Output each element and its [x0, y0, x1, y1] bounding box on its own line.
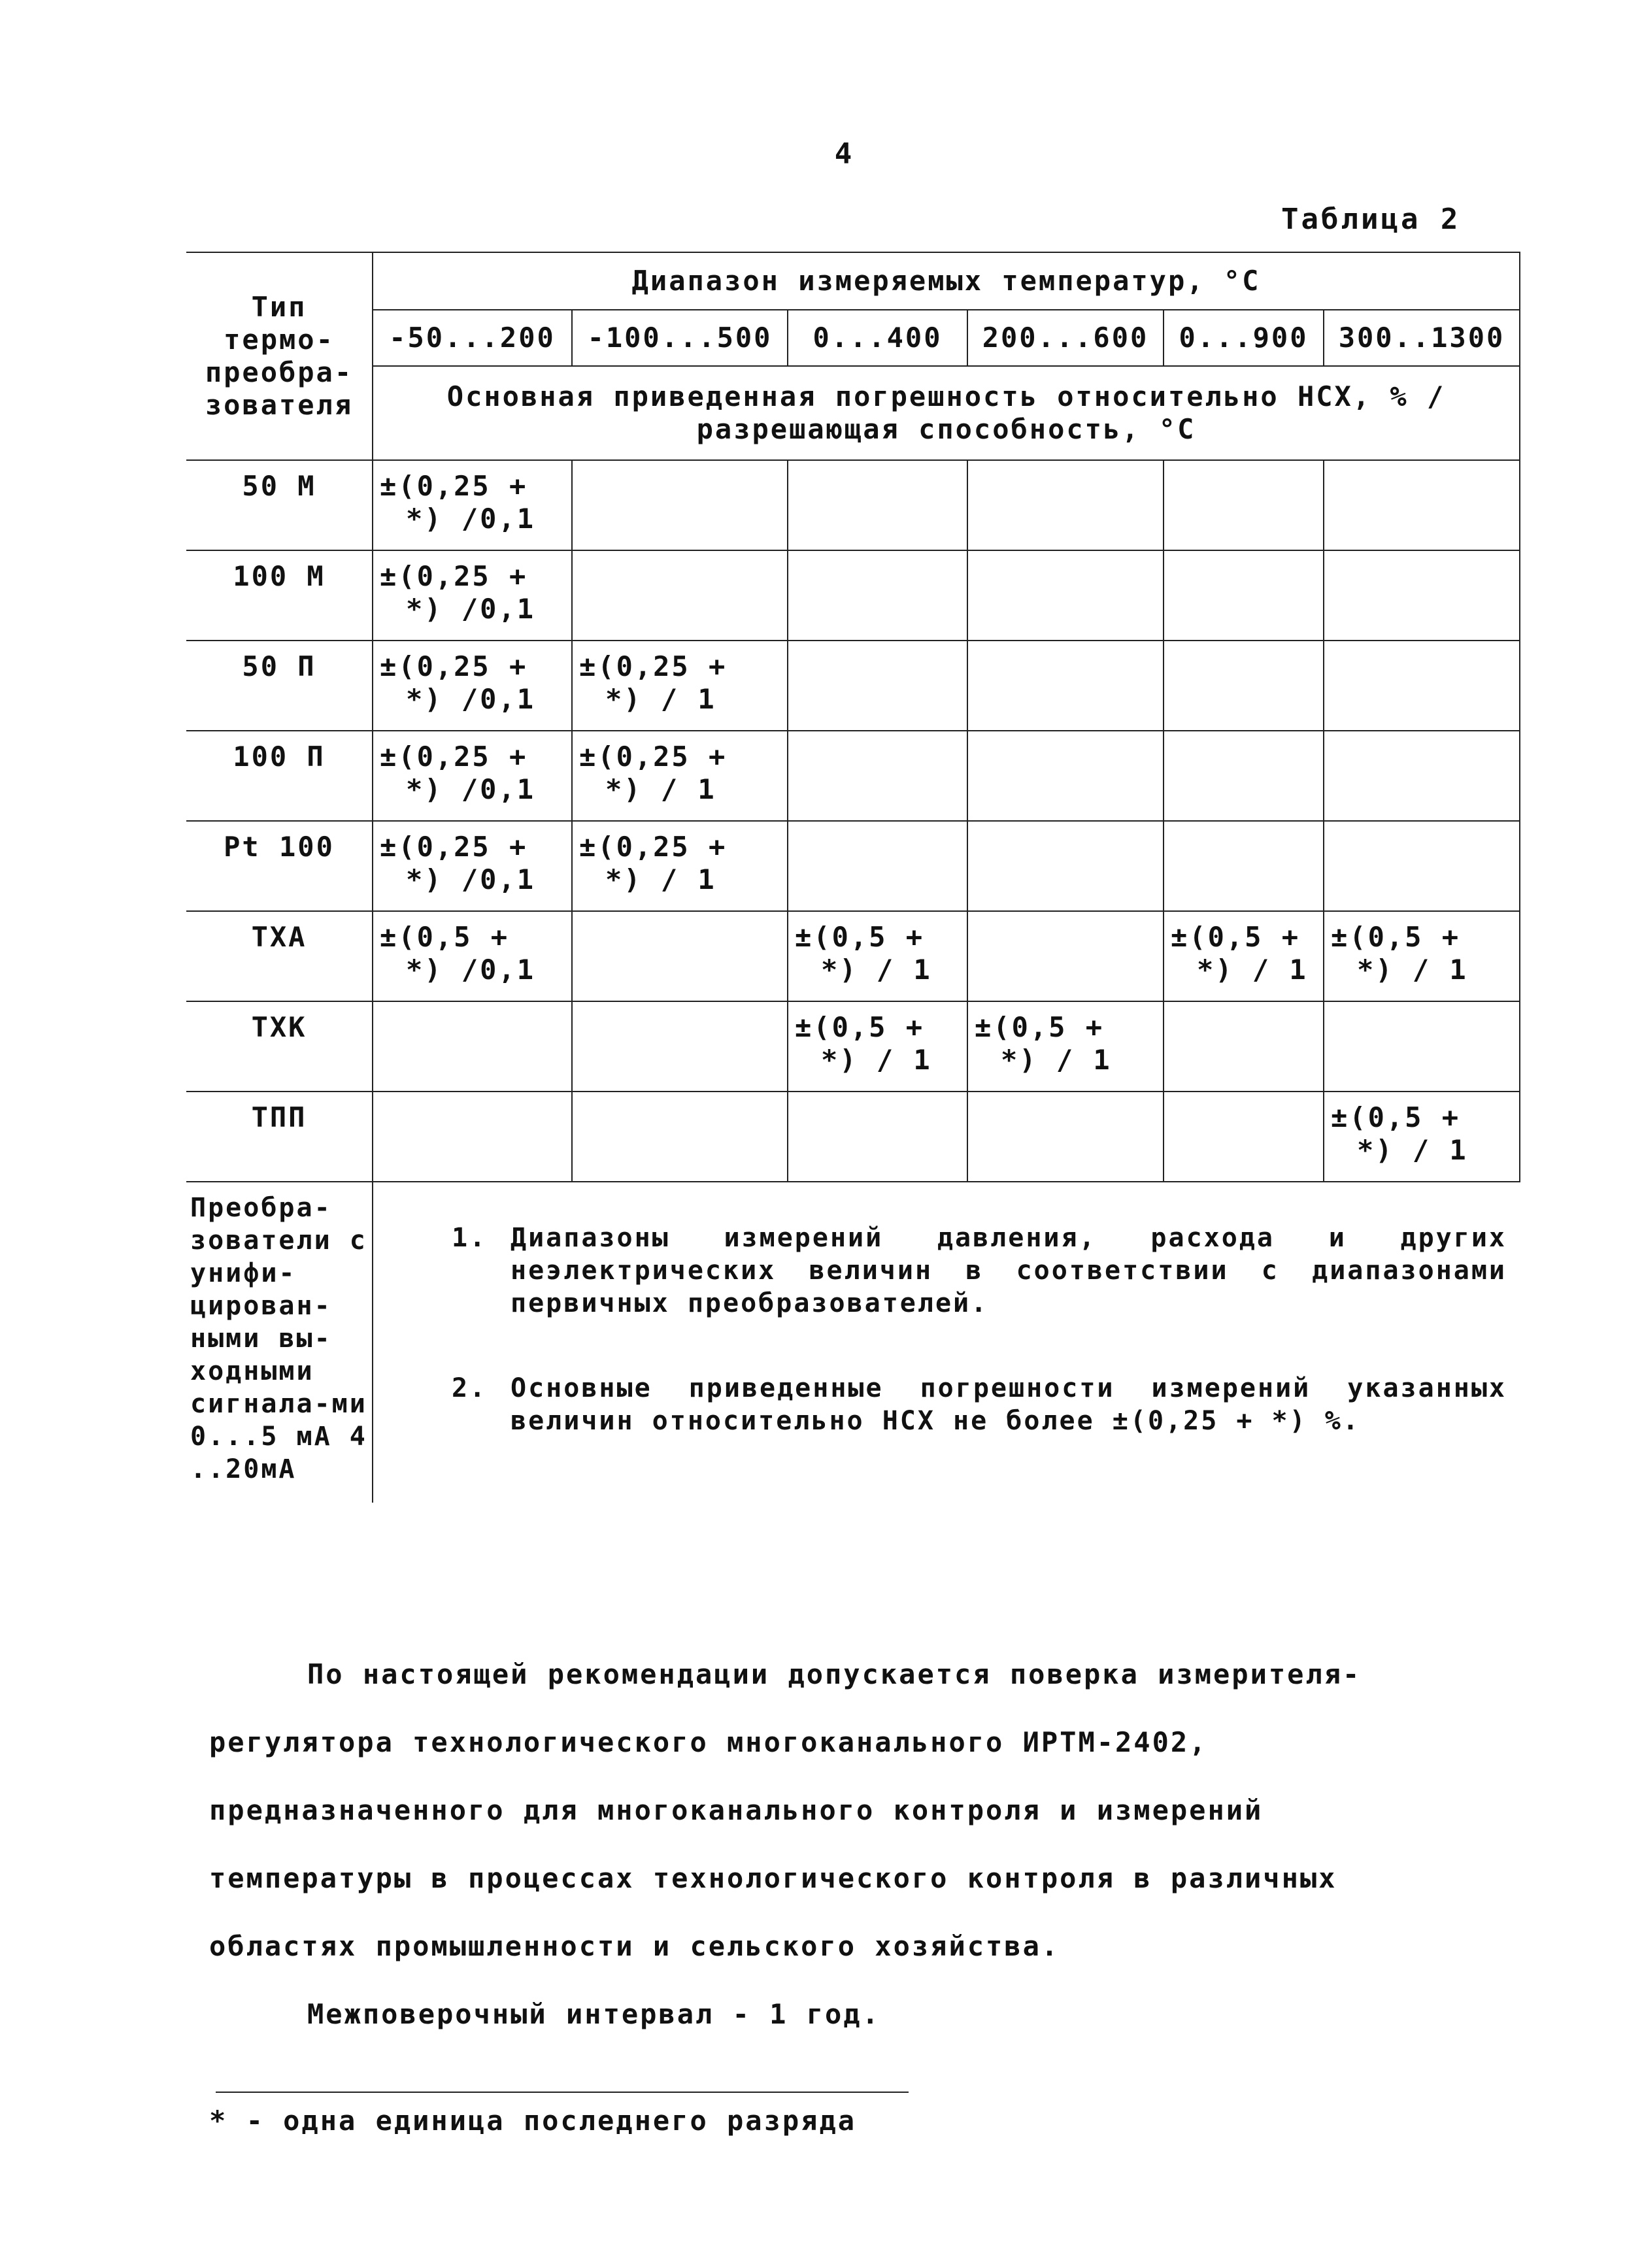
error-value-cell	[572, 1092, 788, 1182]
note-item	[452, 1222, 1507, 1320]
error-value-cell	[1164, 641, 1324, 731]
range-header: Диапазон измеряемых температур, °С	[373, 252, 1520, 310]
error-value-cell	[967, 911, 1164, 1001]
table-row	[186, 641, 1520, 731]
table-row	[186, 731, 1520, 821]
error-value-line1: ±(0,5 +	[1331, 921, 1461, 953]
table-caption: Таблица 2	[1281, 203, 1461, 236]
error-value-cell	[788, 550, 967, 641]
note-number: 2.	[452, 1373, 488, 1403]
error-value-cell	[373, 821, 572, 911]
error-value-cell	[572, 821, 788, 911]
range-header-cell: -100...500	[572, 310, 788, 366]
error-value-line1: ±(0,25 +	[380, 650, 528, 682]
error-value-cell	[788, 641, 967, 731]
error-value-cell	[967, 460, 1164, 550]
error-value-line2: *) / 1	[821, 954, 932, 986]
error-value-cell	[373, 731, 572, 821]
note-item	[452, 1372, 1507, 1437]
sensor-type-label: 50 М	[186, 460, 373, 550]
sensor-type-label: 50 П	[186, 641, 373, 731]
error-value-cell	[967, 731, 1164, 821]
error-value-line1: ±(0,25 +	[380, 831, 528, 863]
error-value-cell	[1324, 1092, 1520, 1182]
error-value-line1: ±(0,5 +	[1171, 921, 1301, 953]
error-value-line2: *) /0,1	[406, 863, 536, 895]
error-value-cell	[373, 550, 572, 641]
error-value-line1: ±(0,25 +	[380, 470, 528, 502]
range-header-cell: 200...600	[967, 310, 1164, 366]
error-value-cell	[572, 550, 788, 641]
sensor-type-label: Pt 100	[186, 821, 373, 911]
error-value-line1: ±(0,25 +	[380, 560, 528, 592]
error-value-cell	[572, 911, 788, 1001]
error-value-cell	[788, 731, 967, 821]
sensor-type-label: ТПП	[186, 1092, 373, 1182]
error-value-cell	[1324, 641, 1520, 731]
error-value-line2: *) /0,1	[406, 503, 536, 535]
error-value-cell	[788, 911, 967, 1001]
error-value-cell	[1164, 1092, 1324, 1182]
error-value-cell	[1324, 550, 1520, 641]
error-value-line2: *) / 1	[1197, 954, 1308, 986]
error-value-cell	[1164, 821, 1324, 911]
error-value-cell	[788, 460, 967, 550]
error-value-line2: *) / 1	[605, 773, 716, 805]
error-value-cell	[572, 460, 788, 550]
error-value-cell	[1324, 821, 1520, 911]
converters-row	[186, 1182, 1520, 1503]
error-value-cell	[967, 641, 1164, 731]
range-header-cell: 300..1300	[1324, 310, 1520, 366]
paragraph-scope: По настоящей рекомендации допускается поверка измерителя-регулятора технологического многоканального ИРТМ-2402, предназначенного для многоканального контроля и измерений температуры в процессах технологического контроля в различных областях промышленности и сельского хозяйства.	[209, 1658, 1362, 1962]
error-value-line2: *) /0,1	[406, 593, 536, 625]
note-text: Основные приведенные погрешности измерений указанных величин относительно НСХ не более ±(0,25 + *) %.	[511, 1373, 1507, 1436]
error-value-cell	[1324, 1001, 1520, 1092]
notes-cell	[373, 1182, 1520, 1503]
error-value-line2: *) /0,1	[406, 773, 536, 805]
range-header-cell: 0...400	[788, 310, 967, 366]
table-row	[186, 550, 1520, 641]
table-row	[186, 460, 1520, 550]
sensor-type-label: ТХА	[186, 911, 373, 1001]
error-value-line1: ±(0,5 +	[380, 921, 510, 953]
error-value-cell	[967, 821, 1164, 911]
error-value-cell	[1164, 1001, 1324, 1092]
measurement-table	[186, 252, 1520, 1503]
error-value-line2: *) / 1	[1357, 954, 1468, 986]
error-value-line1: ±(0,5 +	[795, 1011, 925, 1043]
error-value-line2: *) / 1	[1357, 1134, 1468, 1166]
body-text	[209, 1641, 1386, 2048]
error-value-line1: ±(0,5 +	[1331, 1101, 1461, 1133]
footnote-rule	[216, 2092, 909, 2093]
sensor-type-label: ТХК	[186, 1001, 373, 1092]
error-value-cell	[373, 460, 572, 550]
type-header: Тип термо-преобра-зователя	[186, 252, 373, 460]
error-value-line1: ±(0,25 +	[579, 831, 728, 863]
error-value-cell	[1324, 731, 1520, 821]
error-value-cell	[1324, 460, 1520, 550]
error-value-line2: *) / 1	[821, 1044, 932, 1076]
error-value-cell	[1164, 911, 1324, 1001]
error-value-line2: *) /0,1	[406, 683, 536, 715]
error-header: Основная приведенная погрешность относительно НСХ, % / разрешающая способность, °С	[373, 366, 1520, 460]
sensor-type-label: 100 М	[186, 550, 373, 641]
error-value-line1: ±(0,25 +	[579, 650, 728, 682]
error-value-cell	[788, 821, 967, 911]
footnote: * - одна единица последнего разряда	[209, 2105, 857, 2137]
error-value-cell	[1164, 731, 1324, 821]
error-value-line2: *) / 1	[605, 863, 716, 895]
error-value-cell	[373, 641, 572, 731]
error-value-line1: ±(0,25 +	[579, 741, 728, 773]
error-value-cell	[373, 911, 572, 1001]
converters-label: Преобра-зователи с унифи-цирован-ными вы-ходными сигнала-ми 0...5 мА 4 ..20мА	[186, 1182, 373, 1503]
range-header-cell: 0...900	[1164, 310, 1324, 366]
paragraph-interval: Межповерочный интервал - 1 год.	[307, 1998, 880, 2030]
error-value-cell	[967, 1001, 1164, 1092]
error-value-line2: *) / 1	[605, 683, 716, 715]
table-row	[186, 911, 1520, 1001]
error-value-cell	[572, 1001, 788, 1092]
error-value-line1: ±(0,25 +	[380, 741, 528, 773]
error-value-line1: ±(0,5 +	[975, 1011, 1105, 1043]
error-value-cell	[967, 1092, 1164, 1182]
error-value-cell	[373, 1001, 572, 1092]
error-value-cell	[572, 641, 788, 731]
error-value-line2: *) /0,1	[406, 954, 536, 986]
error-value-cell	[572, 731, 788, 821]
error-value-cell	[1164, 550, 1324, 641]
table-row	[186, 821, 1520, 911]
error-value-cell	[1324, 911, 1520, 1001]
sensor-type-label: 100 П	[186, 731, 373, 821]
error-value-cell	[373, 1092, 572, 1182]
table-row	[186, 1001, 1520, 1092]
table-row	[186, 1092, 1520, 1182]
note-text: Диапазоны измерений давления, расхода и других неэлектрических величин в соответствии с диапазонами первичных преобразователей.	[511, 1223, 1507, 1318]
error-value-line1: ±(0,5 +	[795, 921, 925, 953]
error-value-cell	[967, 550, 1164, 641]
error-value-cell	[1164, 460, 1324, 550]
range-header-cell: -50...200	[373, 310, 572, 366]
error-value-cell	[788, 1092, 967, 1182]
page-number: 4	[834, 137, 852, 171]
note-number: 1.	[452, 1223, 488, 1253]
error-value-cell	[788, 1001, 967, 1092]
error-value-line2: *) / 1	[1001, 1044, 1112, 1076]
